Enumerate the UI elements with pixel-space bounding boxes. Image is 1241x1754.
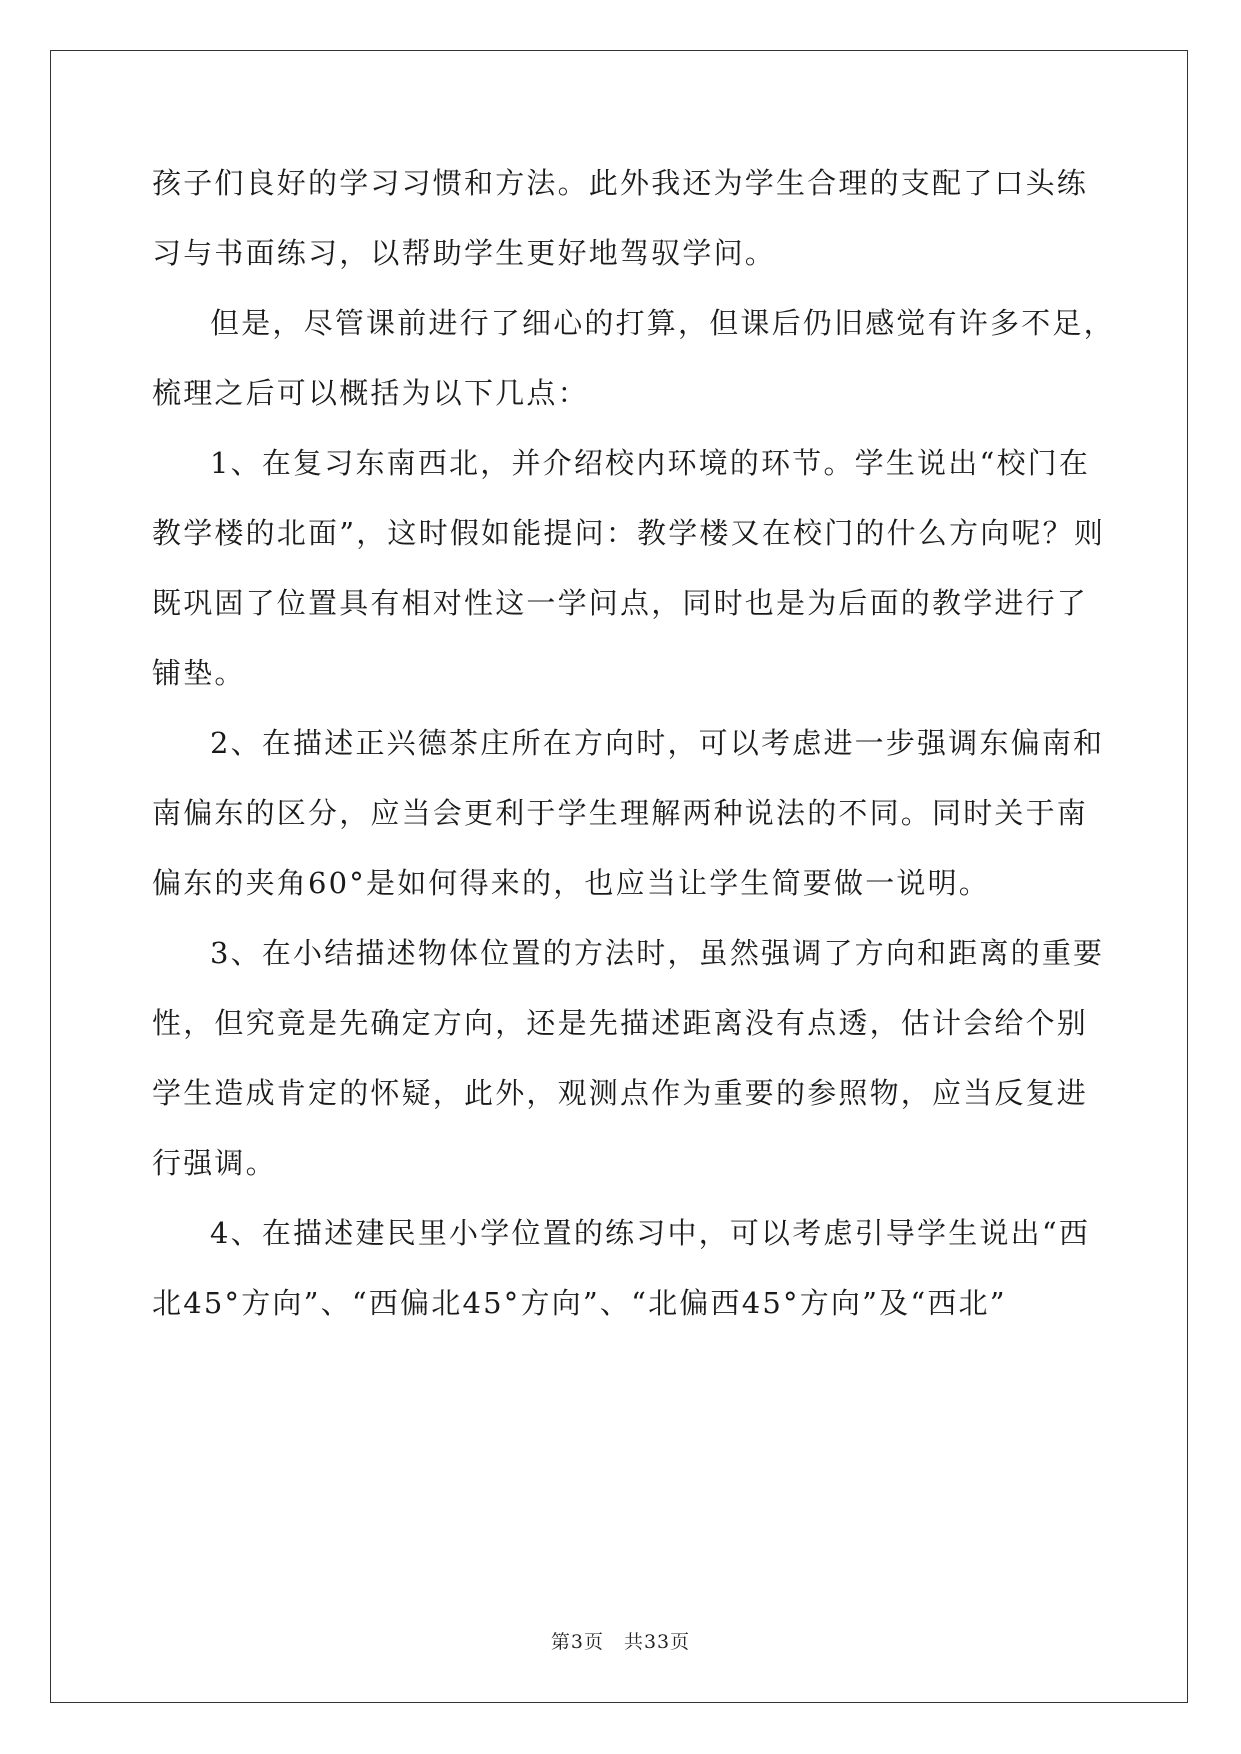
paragraph-first-line: 4、在描述建民里小学位置的练习中，可以考虑引导学生说出“西 (210, 1216, 1091, 1250)
paragraph-first-line: 但是，尽管课前进行了细心的打算，但课后仍旧感觉有许多不足， (210, 306, 1115, 340)
page-number-footer: 第3页 共33页 (550, 1631, 691, 1653)
paragraph-first-line: 1、在复习东南西北，并介绍校内环境的环节。学生说出“校门在 (210, 446, 1091, 480)
text-line: 习与书面练习，以帮助学生更好地驾驭学问。 (152, 236, 777, 270)
document-body (152, 162, 1115, 1352)
text-line: 偏东的夹角60°是如何得来的，也应当让学生简要做一说明。 (152, 866, 991, 900)
text-line: 南偏东的区分，应当会更利于学生理解两种说法的不同。同时关于南 (152, 796, 1089, 830)
text-line: 北45°方向”、“西偏北45°方向”、“北偏西45°方向”及“西北” (152, 1286, 1007, 1320)
text-line: 学生造成肯定的怀疑，此外，观测点作为重要的参照物，应当反复进 (152, 1076, 1089, 1110)
text-line: 性，但究竟是先确定方向，还是先描述距离没有点透，估计会给个别 (152, 1006, 1089, 1040)
text-line: 教学楼的北面”，这时假如能提问：教学楼又在校门的什么方向呢？则 (152, 516, 1106, 550)
text-line: 孩子们良好的学习习惯和方法。此外我还为学生合理的支配了口头练 (152, 166, 1089, 200)
text-line: 行强调。 (152, 1146, 277, 1180)
text-line: 铺垫。 (152, 656, 246, 690)
paragraph-first-line: 3、在小结描述物体位置的方法时，虽然强调了方向和距离的重要 (210, 936, 1105, 970)
paragraph-first-line: 2、在描述正兴德茶庄所在方向时，可以考虑进一步强调东偏南和 (210, 726, 1105, 760)
text-line: 梳理之后可以概括为以下几点： (152, 376, 589, 410)
text-line: 既巩固了位置具有相对性这一学问点，同时也是为后面的教学进行了 (152, 586, 1089, 620)
